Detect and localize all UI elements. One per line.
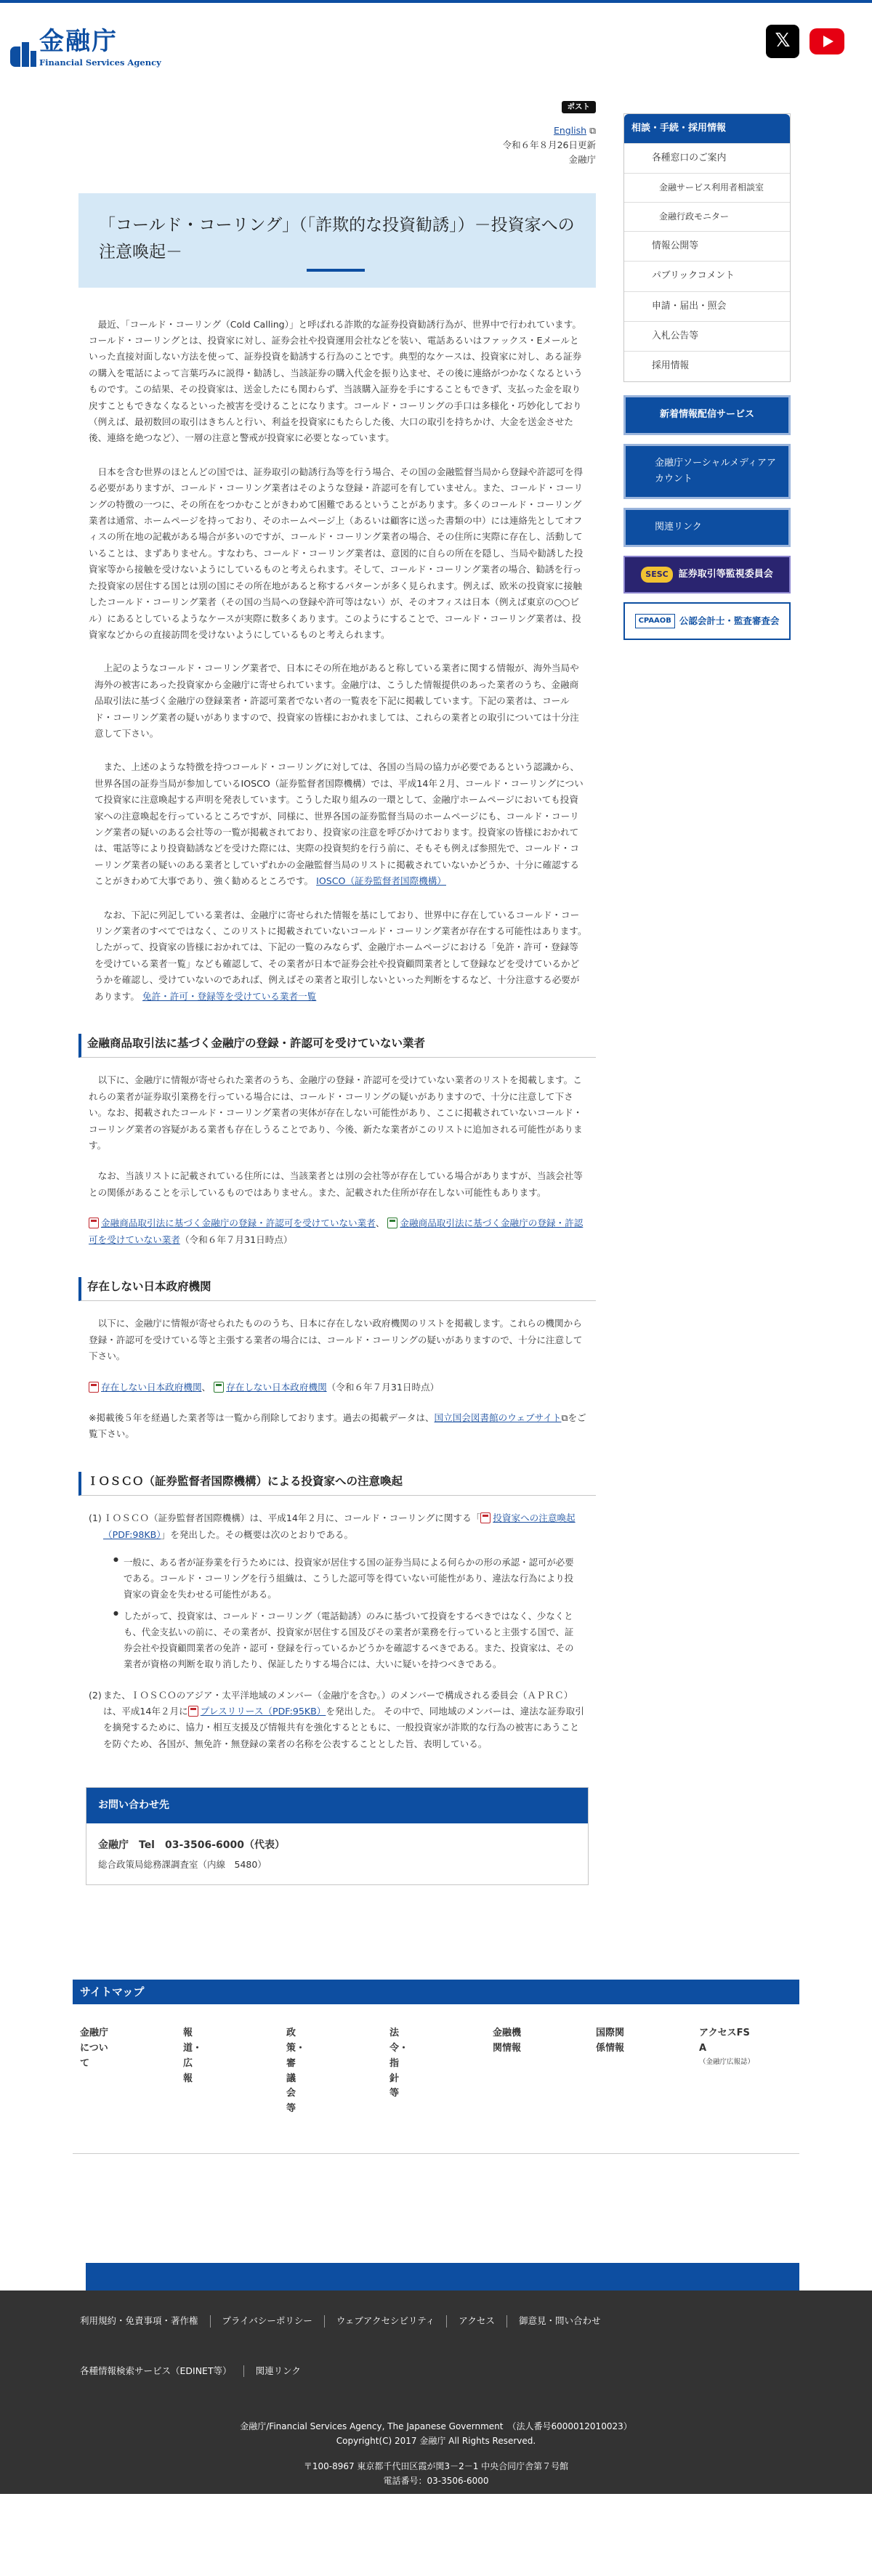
sidebar-item-consumer-consult[interactable]: 金融サービス利用者相談室 xyxy=(624,173,790,202)
youtube-icon[interactable] xyxy=(810,28,844,54)
section-heading-iosco: ＩＯＳＣＯ（証券監督者国際機構）による投資家への注意喚起 xyxy=(78,1472,596,1496)
sitemap-access-fsa[interactable]: アクセスFSA （金融庁広報誌） xyxy=(699,2028,755,2066)
sitemap-laws[interactable]: 法令・指針等 xyxy=(389,2028,409,2099)
section1-paragraph-2: なお、当該リストに記載されている住所には、当該業者とは別の会社等が存在している場合がありますが、当該会社等との関係があることを示しているものではありません。また、記載された住所が存在しない可能性もあります。 xyxy=(89,1170,583,1198)
footer-link-edinet[interactable]: 各種情報検索サービス（EDINET等） xyxy=(80,2365,244,2377)
sidebar-item-disclosure[interactable]: 情報公開等 xyxy=(624,231,790,261)
section-heading-fake-agencies: 存在しない日本政府機関 xyxy=(78,1277,596,1301)
page-body xyxy=(0,89,872,1885)
page-title: 「コールド・コーリング」（「詐欺的な投資勧誘」）－投資家への注意喚起－ xyxy=(99,216,575,262)
sns-links xyxy=(766,25,844,58)
section-heading-unregistered: 金融商品取引法に基づく金融庁の登録・許認可を受けていない業者 xyxy=(78,1034,596,1058)
paragraph-5: なお、下記に列記している業者は、金融庁に寄せられた情報を基にしており、世界中に存在しているコールド・コーリング業者のすべてではなく、このリストに掲載されていないコールド・コーリング業者が存在する可能性はあります。したがって、投資家の皆様におかれては、下記の一覧のみならず、金融庁ホームページにおける「免許・許可・登録等を受けている業者一覧」なども確認して、その業者が日本で証券会社や投資顧問業者として登録などを受けているかどうかを確認し、受けていないのであれば、例えばその業者と取引しないといった判断をするなど、十分注意する必要があります。 免許・許可・登録等を受けている業者一覧 xyxy=(94,909,587,1002)
contact-heading: お問い合わせ先 xyxy=(86,1788,588,1823)
page-title-box xyxy=(78,193,596,288)
pdf-icon xyxy=(480,1512,490,1523)
unregistered-excel-link[interactable]: 金融商品取引法に基づく金融庁の登録・許認可を受けていない業者 xyxy=(89,1218,584,1245)
sidebar-item-tender[interactable]: 入札公告等 xyxy=(624,321,790,351)
sesc-logo-icon: SESC xyxy=(641,567,672,582)
press-release-pdf-link[interactable]: プレスリリース（PDF:95KB） xyxy=(200,1705,326,1717)
sitemap-heading: サイトマップ xyxy=(73,1980,799,2004)
contact-tel: 金融庁 Tel 03-3506-6000（代表） xyxy=(98,1839,286,1851)
x-icon[interactable]: 𝕏 xyxy=(766,25,799,58)
sidebar-menu-title: 相談・手続・採用情報 xyxy=(624,114,790,143)
sitemap-links xyxy=(73,2004,799,2154)
logo-text-ja: 金融庁 xyxy=(39,27,118,56)
sitemap-institutions[interactable]: 金融機関情報 xyxy=(493,2028,522,2054)
section2-paragraph: 以下に、金融庁に情報が寄せられたもののうち、日本に存在しない政府機関のリストを掲載します。これらの機関から登録・許認可を受けている等と主張する業者の場合には、コールド・コーリングの疑いがありますので、十分に注意して下さい。 xyxy=(89,1318,583,1362)
main-content xyxy=(78,89,596,1885)
paragraph-4: また、上述のような特徴を持つコールド・コーリングに対しては、各国の当局の協力が必要であるという認識から、世界各国の証券当局が参加しているIOSCO（証券監督者国際機構）では、平成14年２月、コールド・コーリングについて投資家に注意喚起する声明を発表しています。こうした取り組みの一環として、金融庁ホームページにおいても投資家への注意喚起を行っているところですが、同様に、世界各国の証券監督当局のホームページにも、コールド・コーリング業者の疑いのある会社等の一覧が掲載されており、投資家の注意を呼びかけております。投資家の皆様におかれては、電話等により投資勧誘などを受けた際には、実際の投資契約を行う前に、そもそも例えば参照先で、コールド・コーリング業者の疑いのある業者としていずれかの金融監督当局のリストに掲載されていないかどうか、十分に確認することがきわめて大事であり、強く勧めるところです。 IOSCO（証券監督者国際機構） xyxy=(94,761,584,887)
excel-icon xyxy=(214,1382,224,1393)
sidebar-menu xyxy=(623,113,791,382)
sitemap xyxy=(0,1980,872,2154)
iosco-warning-pdf-link[interactable]: 投資家への注意喚起（PDF:98KB） xyxy=(103,1512,576,1540)
pdf-icon xyxy=(188,1706,198,1717)
section1-paragraph-1: 以下に、金融庁に情報が寄せられた業者のうち、金融庁の登録・許認可を受けていない業者のリストを掲載します。これらの業者が証券取引業務を行っている場合には、コールド・コーリングの疑いがありますので、十分に注意して下さい。なお、掲載されたコールド・コーリング業者の実体が存在しない可能性があり、ここに掲載されていないコールド・コーリング業者の容疑がある業者も存在しうることであり、今後、新たな業者がこのリストに追加される可能性があります。 xyxy=(89,1074,583,1151)
logo-text-en: Financial Services Agency xyxy=(39,57,161,68)
unregistered-pdf-link[interactable]: 金融商品取引法に基づく金融庁の登録・許認可を受けていない業者 xyxy=(101,1218,376,1229)
footer-link-inquiry[interactable]: 御意見・問い合わせ xyxy=(518,2315,601,2327)
fake-agencies-excel-link[interactable]: 存在しない日本政府機関 xyxy=(226,1381,327,1393)
site-header xyxy=(0,3,872,89)
iosco-item-1: (1) ＩＯＳＣＯ（証券監督者国際機構）は、平成14年２月に、コールド・コーリングに関する「 投資家への注意喚起（PDF:98KB）」を発出した。その概要は次のとおりである。 xyxy=(89,1512,576,1540)
licensed-list-link[interactable]: 免許・許可・登録等を受けている業者一覧 xyxy=(142,990,317,1002)
sitemap-press[interactable]: 報道・広報 xyxy=(183,2028,203,2084)
updated-date: 令和６年８月26日更新 xyxy=(502,139,596,150)
footer-link-related[interactable]: 関連リンク xyxy=(255,2365,301,2376)
sitemap-international[interactable]: 国際関係情報 xyxy=(596,2028,625,2054)
sidebar-item-public-comment[interactable]: パブリックコメント xyxy=(624,261,790,291)
external-link-icon: ⧉ xyxy=(586,125,596,136)
sidebar xyxy=(623,89,791,1885)
cpaaob-logo-icon: CPAAOB xyxy=(635,614,675,628)
sidebar-item-recruit[interactable]: 採用情報 xyxy=(624,351,790,381)
article-body xyxy=(78,317,596,1005)
list-item: ● したがって、投資家は、コールド・コーリング（電話勧誘）のみに基づいて投資をするべきではなく、少なくとも、代金支払いの前に、その業者が、投資家が居住する国及びその業者が業務を行っていると主張する国で、証券会社や投資顧問業者の免許・認可・登録を行っているかどうかを確認するべきである。また、投資家は、その業者が資格の判断を取り消したり、保証したりする場合には、大いに疑いを持つべきである。 xyxy=(113,1608,574,1672)
page-tools xyxy=(78,99,596,167)
fake-agencies-pdf-link[interactable]: 存在しない日本政府機関 xyxy=(101,1381,202,1393)
footer-address: 〒100-8967 東京都千代田区霞が関3－2－1 中央合同庁舎第７号館 電話番号：03-3506-6000 xyxy=(303,2460,569,2486)
paragraph-3: 上記のようなコールド・コーリング業者で、日本にその所在地があると称している業者に関する情報が、海外当局や海外の被害にあった投資家から金融庁に寄せられています。金融庁は、こうした情報提供のあった業者のうち、金融商品取引法に基づく金融庁の登録業者・許認可業者でない者の一覧表を下記に掲載しています。下記の業者は、コールド・コーリング業者の疑いがありますので、投資家の皆様におかれましては、これらの業者との取引については十分注意して下さい。 xyxy=(94,663,579,739)
iosco-link[interactable]: IOSCO（証券監督者国際機構） xyxy=(316,875,446,887)
dept-label: 金融庁 xyxy=(568,154,596,165)
footer-link-accessibility[interactable]: ウェブアクセシビリティ xyxy=(325,2315,447,2327)
paragraph-2: 日本を含む世界のほとんどの国では、証券取引の勧誘行為等を行う場合、その国の金融監督当局から登録や許認可を得る必要がありますが、コールド・コーリング業者はそのような登録・許認可を有していません。また、コールド・コーリングの特徴の一つに、その所在をつかむことがきわめて困難であるということがあります。多くのコールド・コーリング業者は通常、ホームページを持っており、そのホームページ上（あるいは顧客に送った書類の中）には連絡先としてオフィスの所在地の記載がある場合が多いのですが、コールド・コーリング業者の場合、その住所に実際に存在し、活動していることは、まずありません。すなわち、コールド・コーリング業者は、意図的に自らの所在を隠し、当局や勧誘した投資家等から接触を受けないようにしているものと考えられます。そして、コールド・コーリング業者の場合、勧誘を行った投資家の居住する国とは別の国にその所在地があると称するパターンが多く見られます。例えば、欧米の投資家に接触したコールド・コーリング業者（その国の当局への登録や許可等はない）が、そのオフィスは日本（例えば東京の○○ビル）にあるとしているようなケースが実際に数多くあります。このようにすることで、コールド・コーリング業者は、投資家などからの直接訪問を受けないようにしているものと考えられます。 xyxy=(89,466,584,640)
sesc-banner[interactable]: SESC 証券取引等監視委員会 xyxy=(623,556,791,594)
section1-links: 金融商品取引法に基づく金融庁の登録・許認可を受けていない業者、 金融商品取引法に基づく金融庁の登録・許認可を受けていない業者（令和６年７月31日時点） xyxy=(89,1218,584,1245)
sidebar-item-admin-monitor[interactable]: 金融行政モニター xyxy=(624,202,790,231)
related-links-button[interactable]: 関連リンク xyxy=(623,508,791,547)
sidebar-item-contact-points[interactable]: 各種窓口のご案内 xyxy=(624,143,790,173)
site-footer xyxy=(0,2291,872,2494)
footer-links xyxy=(80,2315,792,2377)
footer-link-privacy[interactable]: プライバシーポリシー xyxy=(211,2315,325,2327)
pdf-icon xyxy=(89,1218,99,1228)
iosco-item-2: (2) また、ＩＯＳＣＯのアジア・太平洋地域のメンバー（金融庁を含む。）のメンバーで構成される委員会（ＡＰＲＣ）は、平成14年２月に プレスリリース（PDF:95KB）を発出した。 その中で、同地域のメンバーは、違法な証券取引を摘発するために、協力・相互支援及び情報共有を強化するとともに、一般投資家が詐欺的な行為の被害にあうことを防ぐため、各国が、無免許・無登録の業者の名称を公表することとした旨、表明している。 xyxy=(89,1689,584,1749)
footer-accent-strip xyxy=(86,2263,799,2291)
archive-note: ※掲載後５年を経過した業者等は一覧から削除しております。過去の掲載データは、国立国会図書館のウェブサイト⧉をご覧下さい。 xyxy=(89,1412,586,1440)
section2-links: 存在しない日本政府機関、 存在しない日本政府機関（令和６年７月31日時点） xyxy=(78,1380,596,1396)
contact-dept: 総合政策局総務課調査室（内線 5480） xyxy=(98,1859,267,1871)
cpaaob-banner[interactable]: CPAAOB 公認会計士・監査審査会 xyxy=(623,602,791,640)
sitemap-about[interactable]: 金融庁について xyxy=(80,2028,109,2069)
external-link-icon: ⧉ xyxy=(561,1412,568,1423)
pdf-icon xyxy=(89,1382,99,1393)
intro-paragraph: 最近、「コールド・コーリング（Cold Calling）」と呼ばれる詐欺的な証券投資勧誘行為が、世界中で行われています。コールド・コーリングとは、投資家に対し、証券会社や投資運用会社などを装い、電話あるいはファックス・Eメールといった直接対面しない方法を使って、証券投資を勧誘する行為のことです。典型的なケースは、投資家に対し、ある証券の購入を電話によって言葉巧みに説得・勧誘し、当該証券の購入代金を振り込ませ、その後に連絡がつかなくなるというものです。この結果、その投資家は、送金したにも関わらず、当該購入証券を手にすることもできず、支払った金を取り戻すこともできなくなるといった被害を受けることになります。コールド・コーリングの手口は多様化・巧妙化しており（例えば、最初数回の取引はきちんと行い、利益を投資家にもたらした後、大口の取引を持ちかけ、大金を送金させた後、連絡を絶つなど）、一層の注意と警戒が投資家に必要となっています。 xyxy=(89,318,583,444)
post-button[interactable]: ポスト xyxy=(562,101,597,113)
english-link[interactable]: English xyxy=(553,125,587,136)
title-underline xyxy=(307,269,365,272)
sitemap-policy[interactable]: 政策・審議会等 xyxy=(286,2028,306,2115)
social-media-button[interactable]: 金融庁ソーシャルメディアアカウント xyxy=(623,444,791,499)
list-item: ● 一般に、ある者が証券業を行うためには、投資家が居住する国の証券当局による何らかの形の承認・認可が必要である。コールド・コーリングを行う組織は、こうした認可等を得ていない可能性があり、違法な行為により投資家の資金を失わせる可能性がある。 xyxy=(113,1555,574,1603)
contact-box xyxy=(86,1787,589,1885)
site-logo[interactable] xyxy=(10,29,872,70)
fsa-logo-mark-icon xyxy=(10,41,36,70)
footer-link-access[interactable]: アクセス xyxy=(447,2315,507,2327)
ndl-website-link[interactable]: 国立国会図書館のウェブサイト xyxy=(434,1412,562,1423)
footer-link-terms[interactable]: 利用規約・免責事項・著作権 xyxy=(80,2315,211,2327)
excel-icon xyxy=(387,1218,397,1228)
news-service-button[interactable]: 新着情報配信サービス xyxy=(623,395,791,435)
copyright: 金融庁/Financial Services Agency, The Japanese Government （法人番号6000012010023） Copyright(C) 2017 金融庁 All Rights Reserved. xyxy=(240,2421,632,2447)
sidebar-item-applications[interactable]: 申請・届出・照会 xyxy=(624,291,790,321)
iosco-summary-list xyxy=(113,1555,596,1673)
